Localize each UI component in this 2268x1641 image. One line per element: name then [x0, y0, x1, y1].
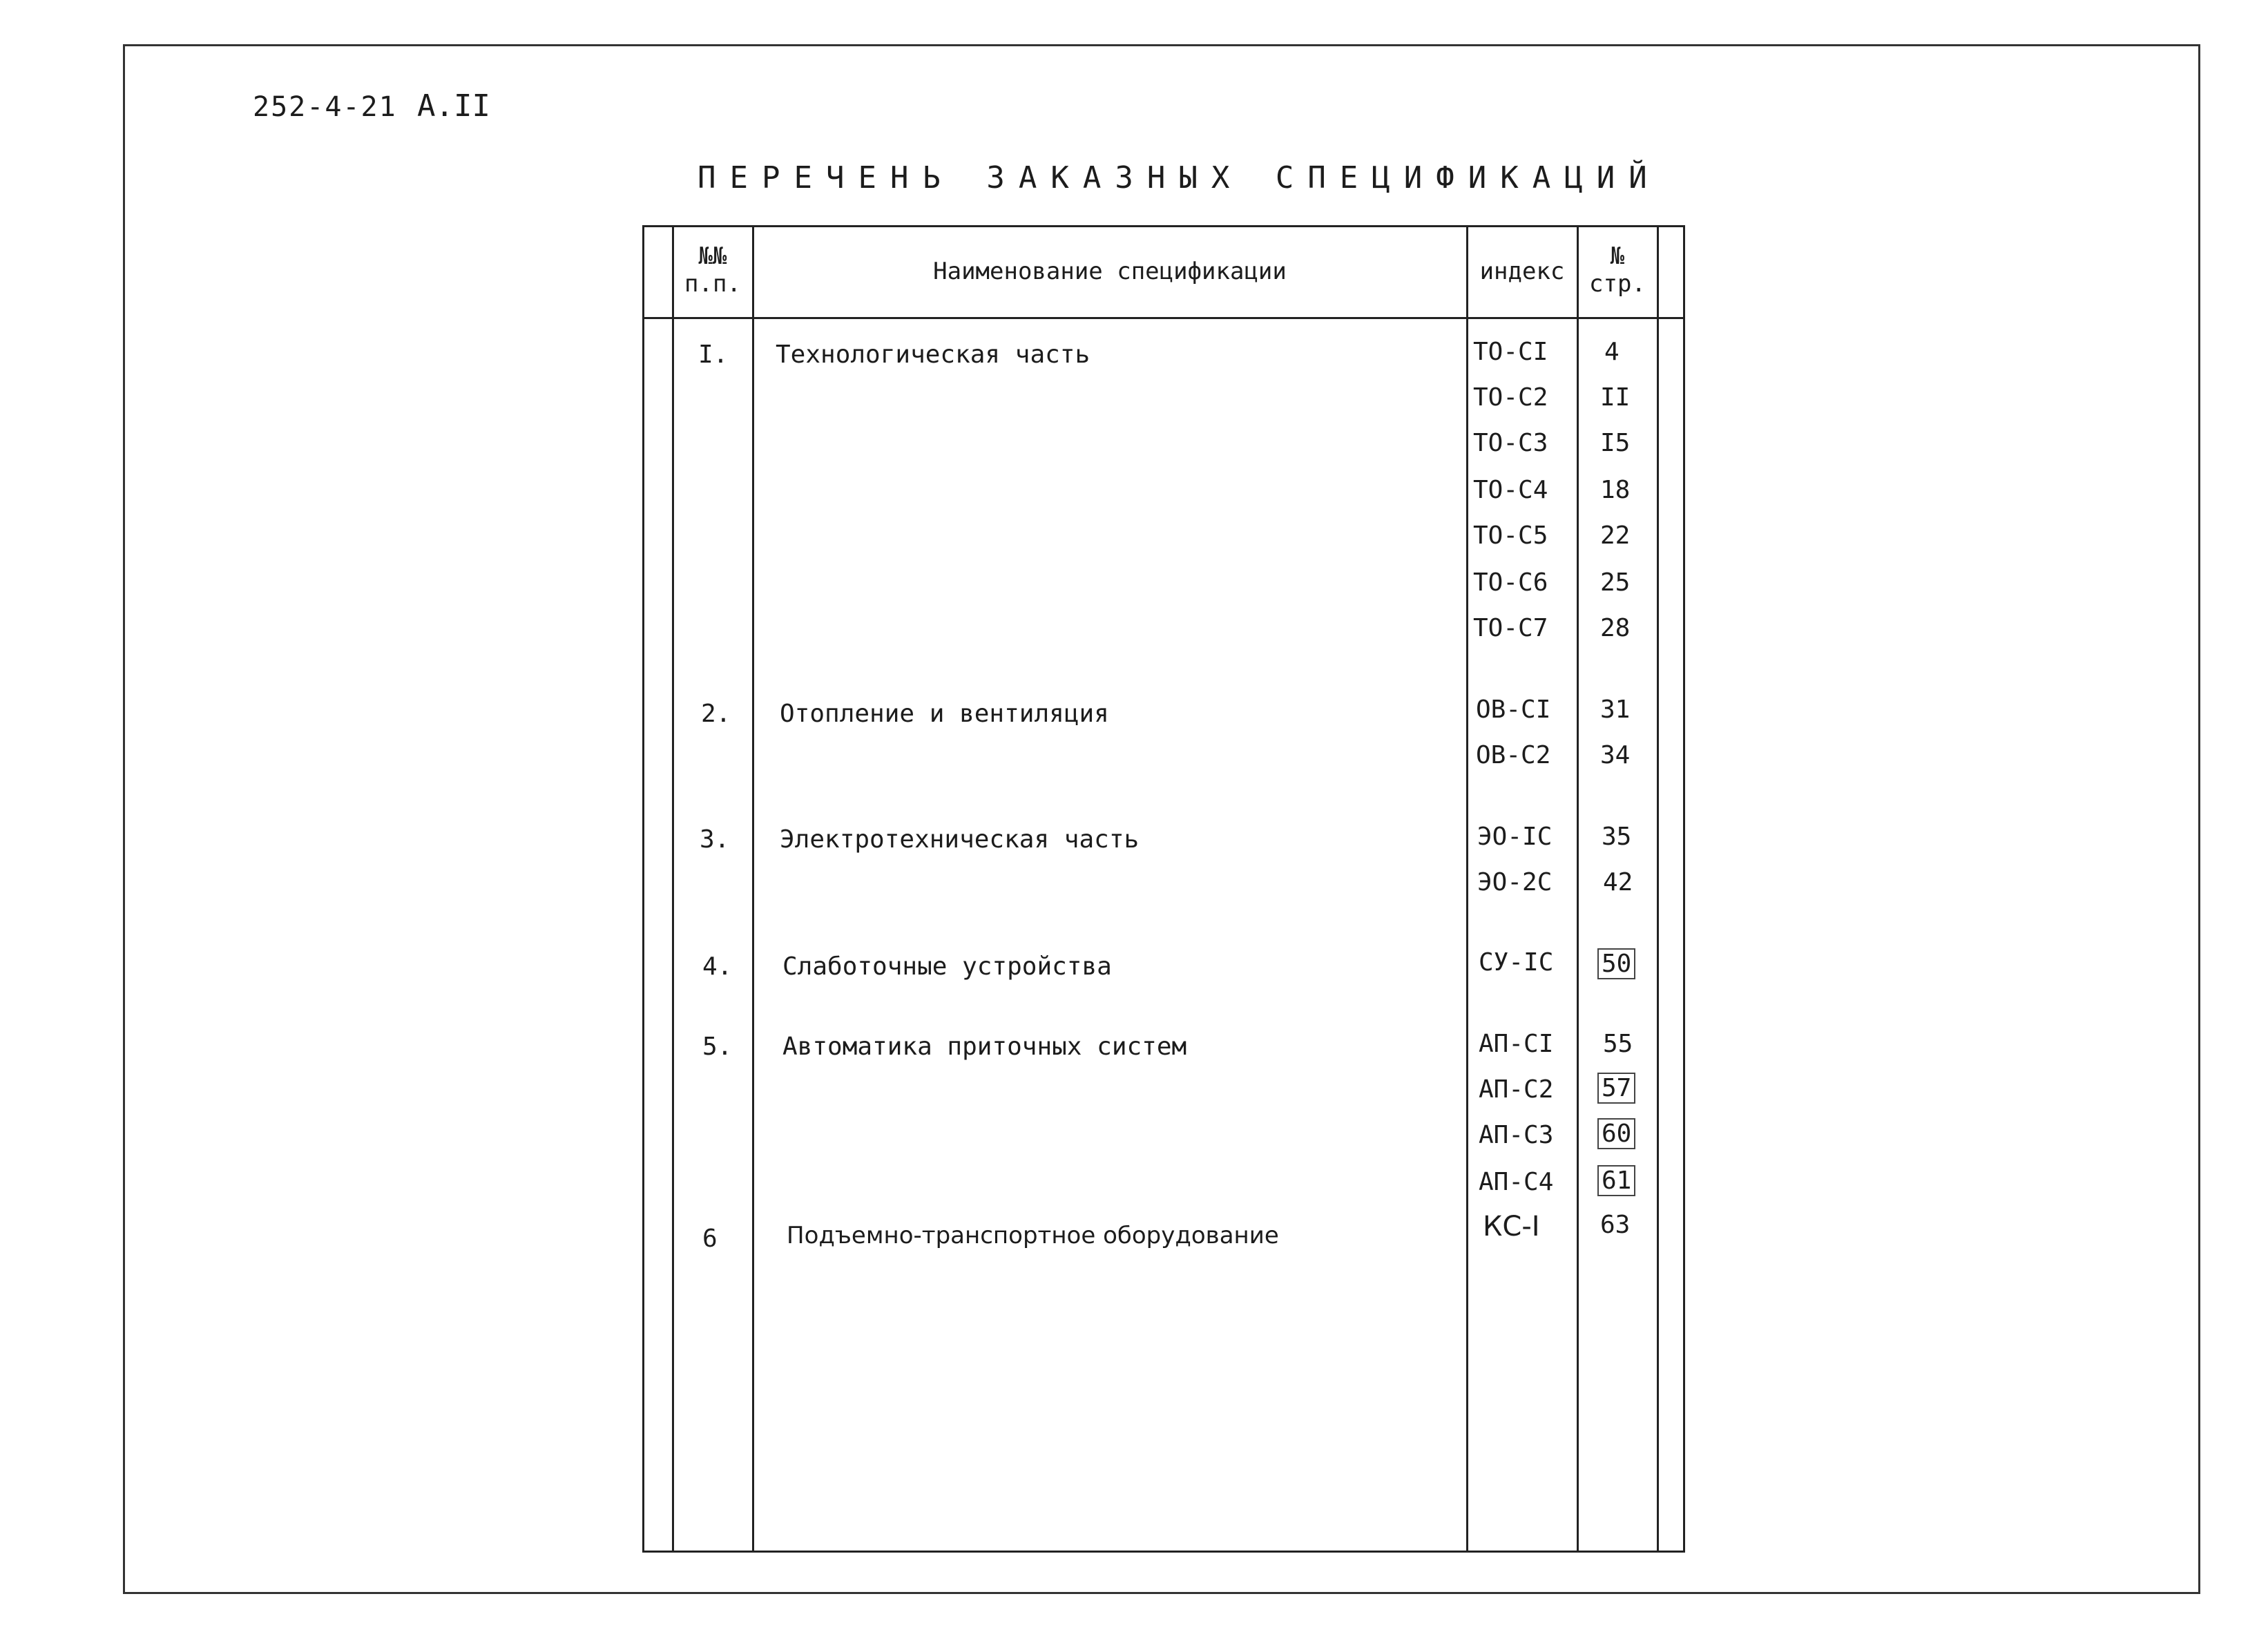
section-name: Слаботочные устройства [782, 952, 1112, 981]
section-number: 3. [700, 825, 730, 854]
spec-page: 4 [1604, 338, 1620, 366]
header-index: индекс [1479, 258, 1565, 285]
spec-index: АП-С4 [1479, 1168, 1554, 1196]
spec-page: 60 [1597, 1118, 1635, 1149]
section-number: 2. [701, 700, 731, 728]
spec-page: 25 [1600, 568, 1631, 597]
spec-index: ТО-С3 [1473, 429, 1548, 457]
spec-index: ЭО-2С [1477, 868, 1553, 896]
spec-index: АП-С2 [1479, 1075, 1554, 1104]
spec-index: ОВ-СI [1476, 695, 1551, 724]
header-page: № стр. [1589, 242, 1646, 298]
spec-page: II [1600, 383, 1631, 412]
spec-index: АП-СI [1479, 1030, 1554, 1058]
spec-page: 55 [1603, 1030, 1633, 1058]
spec-index: КС-I [1483, 1211, 1540, 1242]
spec-page: 34 [1600, 741, 1631, 769]
header-num: №№ п.п. [684, 242, 741, 298]
spec-index: ТО-С2 [1473, 383, 1548, 412]
section-number: 6 [702, 1225, 718, 1253]
spec-page: 18 [1600, 476, 1631, 504]
document-code: 252-4-21 [253, 91, 397, 123]
header-divider [644, 317, 1683, 319]
column-divider [1577, 227, 1579, 1551]
section-number: 4. [702, 952, 733, 981]
spec-index: ОВ-С2 [1476, 741, 1551, 769]
section-name: Подъемно-транспортное оборудование [787, 1222, 1279, 1249]
spec-index: ТО-С6 [1473, 568, 1548, 597]
section-number: 5. [702, 1033, 733, 1061]
spec-page: 42 [1603, 868, 1633, 896]
spec-page: 57 [1597, 1073, 1635, 1104]
header-name: Наименование спецификации [933, 258, 1287, 285]
page-title: ПЕРЕЧЕНЬ ЗАКАЗНЫХ СПЕЦИФИКАЦИЙ [698, 160, 1661, 195]
section-number: I. [698, 340, 729, 369]
spec-page: 50 [1597, 948, 1635, 979]
spec-page: I5 [1600, 429, 1631, 457]
spec-index: СУ-IС [1479, 948, 1554, 977]
section-name: Автоматика приточных систем [782, 1033, 1187, 1061]
spec-index: ТО-С5 [1473, 521, 1548, 550]
spec-index: ТО-С7 [1473, 614, 1548, 642]
spec-page: 61 [1597, 1165, 1635, 1196]
column-divider [1466, 227, 1468, 1551]
spec-page: 35 [1602, 823, 1632, 851]
specifications-table [642, 225, 1685, 1553]
spec-page: 31 [1600, 695, 1631, 724]
spec-index: АП-С3 [1479, 1121, 1554, 1149]
section-name: Технологическая часть [776, 340, 1090, 369]
column-divider [1657, 227, 1659, 1551]
sheet-mark: А.II [417, 88, 490, 124]
spec-page: 22 [1600, 521, 1631, 550]
column-divider [672, 227, 674, 1551]
spec-index: ЭО-IС [1477, 823, 1553, 851]
spec-index: ТО-СI [1473, 338, 1548, 366]
spec-index: ТО-С4 [1473, 476, 1548, 504]
section-name: Электротехническая часть [780, 825, 1140, 854]
spec-page: 63 [1600, 1211, 1631, 1239]
section-name: Отопление и вентиляция [780, 700, 1109, 728]
column-divider [752, 227, 754, 1551]
spec-page: 28 [1600, 614, 1631, 642]
